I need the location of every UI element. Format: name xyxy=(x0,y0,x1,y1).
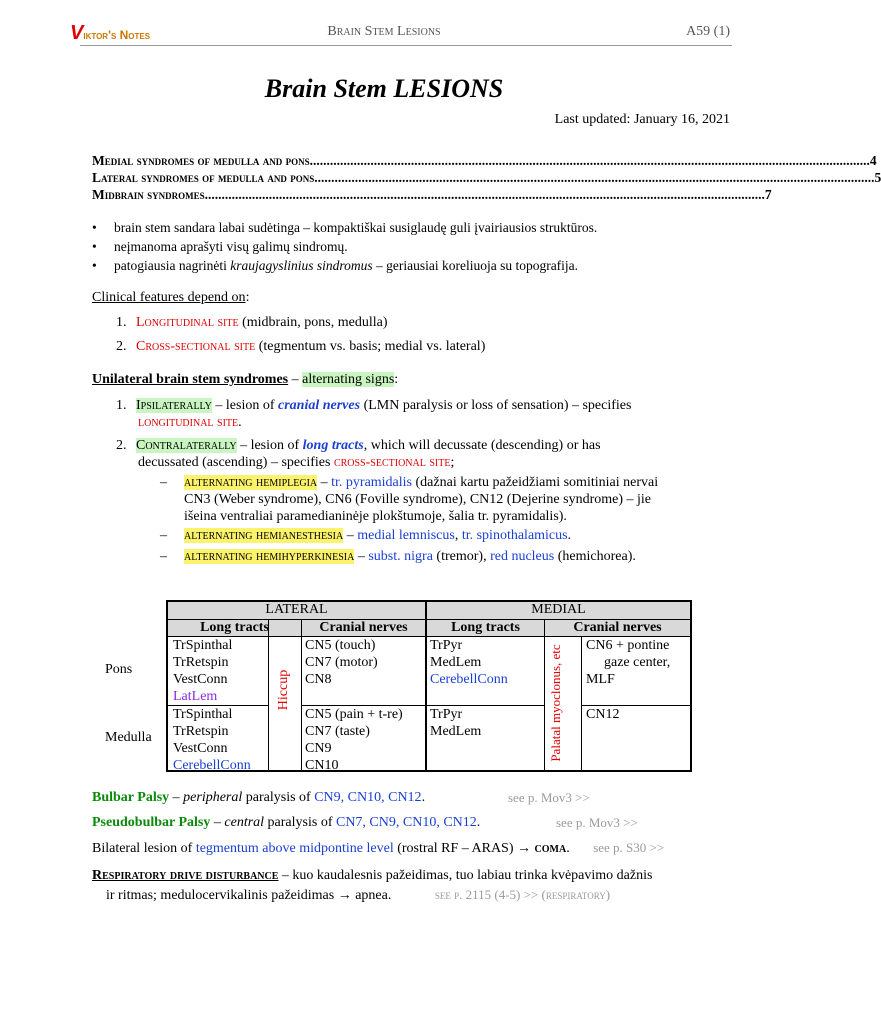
subheader-long-tracts: Long tracts xyxy=(200,620,269,635)
toc-entry-lateral[interactable] xyxy=(92,170,881,186)
respiratory-drive: Respiratory drive disturbance – kuo kaudalesnis pažeidimas, tuo labiau trinka kvėpavimo dažnis ir ritmas; medulocervikalinis pažeidimas → apnea. see p. 2115 (4-5) >> (respiratory) xyxy=(92,868,653,903)
clinical-item-1: 1. Longitudinal site (midbrain, pons, medulla) xyxy=(116,315,388,330)
toc-entry-midbrain[interactable] xyxy=(92,187,772,203)
see-link-bilateral[interactable]: see p. S30 >> xyxy=(593,840,665,855)
hiccup-label: Hiccup xyxy=(276,669,291,711)
bullet-item: • brain stem sandara labai sudėtinga – kompaktiškai susiglaudę guli įvairiausios struktūros. xyxy=(92,218,742,237)
logo-text: iktor's Notes xyxy=(83,28,151,42)
toc-page: 7 xyxy=(764,187,772,202)
toc-page: 4 xyxy=(869,153,877,168)
cell-pons-medial-tracts: TrPyr MedLem CerebellConn xyxy=(430,638,508,687)
toc-entry-medial[interactable] xyxy=(92,153,877,169)
row-label-medulla: Medulla xyxy=(105,730,152,745)
cell-pons-lateral-nerves: CN5 (touch) CN7 (motor) CN8 xyxy=(305,638,378,687)
cross-sectional-site: Cross-sectional site xyxy=(136,339,256,354)
toc-label: Lateral syndromes of medulla and pons xyxy=(92,170,315,185)
subheader-long-tracts: Long tracts xyxy=(451,620,520,635)
longitudinal-site: Longitudinal site xyxy=(136,315,239,330)
header-page-code: A59 (1) xyxy=(686,24,730,39)
bullet-item: • patogiausia nagrinėti kraujagyslinius sindromus – geriausiai koreliuoja su topografija. xyxy=(92,256,742,275)
cell-medulla-lateral-tracts: TrSpinthal TrRetspin VestConn CerebellConn xyxy=(173,707,251,773)
header-title: Brain Stem Lesions xyxy=(327,24,441,39)
cell-medulla-medial-nerves: CN12 xyxy=(586,707,620,722)
page-title: Brain Stem LESIONS xyxy=(264,74,504,103)
header-lateral: LATERAL xyxy=(168,602,425,620)
palatal-myoclonus-label: Palatal myoclonus, etc xyxy=(548,644,563,762)
bilateral-lesion: Bilateral lesion of tegmentum above midpontine level (rostral RF – ARAS) → coma. see p. S30 >> xyxy=(92,840,665,856)
pseudobulbar-palsy: Pseudobulbar Palsy – central paralysis of CN7, CN9, CN10, CN12. see p. Mov3 >> xyxy=(92,815,638,830)
clinical-heading: Clinical features depend on: xyxy=(92,290,250,305)
toc-label: Midbrain syndromes xyxy=(92,187,205,202)
see-link-pseudobulbar[interactable]: see p. Mov3 >> xyxy=(556,815,638,830)
syndrome-table xyxy=(166,600,692,772)
sub-hemianesthesia: – alternating hemianesthesia – medial lemniscus, tr. spinothalamicus. xyxy=(160,528,572,543)
row-label-pons: Pons xyxy=(105,662,133,677)
bullet-item: • neįmanoma aprašyti visų galimų sindromų. xyxy=(92,237,742,256)
intro-bullets xyxy=(92,218,742,275)
header-medial: MEDIAL xyxy=(427,602,690,620)
toc-page: 5 xyxy=(874,170,881,185)
cell-medulla-medial-tracts: TrPyr MedLem xyxy=(430,707,482,739)
see-link-respiratory[interactable]: see p. 2115 (4-5) >> (respiratory) xyxy=(434,887,611,902)
bulbar-palsy: Bulbar Palsy – peripheral paralysis of CN9, CN10, CN12. see p. Mov3 >> xyxy=(92,790,590,805)
logo-v: V xyxy=(70,22,84,44)
last-updated: Last updated: January 16, 2021 xyxy=(554,112,730,127)
subheader-cranial-nerves: Cranial nerves xyxy=(319,620,408,635)
sub-hemihyperkinesia: – alternating hemihyperkinesia – subst. nigra (tremor), red nucleus (hemichorea). xyxy=(160,549,636,564)
unilateral-heading: Unilateral brain stem syndromes – alternating signs: xyxy=(92,372,399,387)
header-divider xyxy=(80,45,732,46)
cell-pons-lateral-tracts: TrSpinthal TrRetspin VestConn LatLem xyxy=(173,638,233,704)
toc-dots: ...................................................................................................................................................................... xyxy=(309,153,870,168)
toc-dots: ...................................................................................................................................................................... xyxy=(204,187,765,202)
see-link-bulbar[interactable]: see p. Mov3 >> xyxy=(508,790,590,805)
toc-label: Medial syndromes of medulla and pons xyxy=(92,153,310,168)
cell-pons-medial-nerves: CN6 + pontine gaze center, MLF xyxy=(586,638,671,687)
subheader-cranial-nerves: Cranial nerves xyxy=(573,620,662,635)
clinical-item-2: 2. Cross-sectional site (tegmentum vs. basis; medial vs. lateral) xyxy=(116,339,486,354)
sub-hemiplegia: – alternating hemiplegia – tr. pyramidalis (dažnai kartu pažeidžiami somitiniai nervai CN3 (Weber syndrome), CN6 (Foville syndrome), CN12 (Dejerine syndrome) – jie išeina ventraliai paramedianinėje plokštumoje, šalia tr. pyramidalis). xyxy=(160,475,659,524)
unilateral-item-1: 1. Ipsilaterally – lesion of cranial nerves (LMN paralysis or loss of sensation) – specifies longitudinal site. xyxy=(116,398,632,430)
unilateral-item-2: 2. Contralaterally – lesion of long tracts, which will decussate (descending) or has decussated (ascending) – specifies cross-sectional site; xyxy=(116,438,601,470)
toc-dots: ...................................................................................................................................................................... xyxy=(314,170,875,185)
cell-medulla-lateral-nerves: CN5 (pain + t-re) CN7 (taste) CN9 CN10 xyxy=(305,707,403,773)
